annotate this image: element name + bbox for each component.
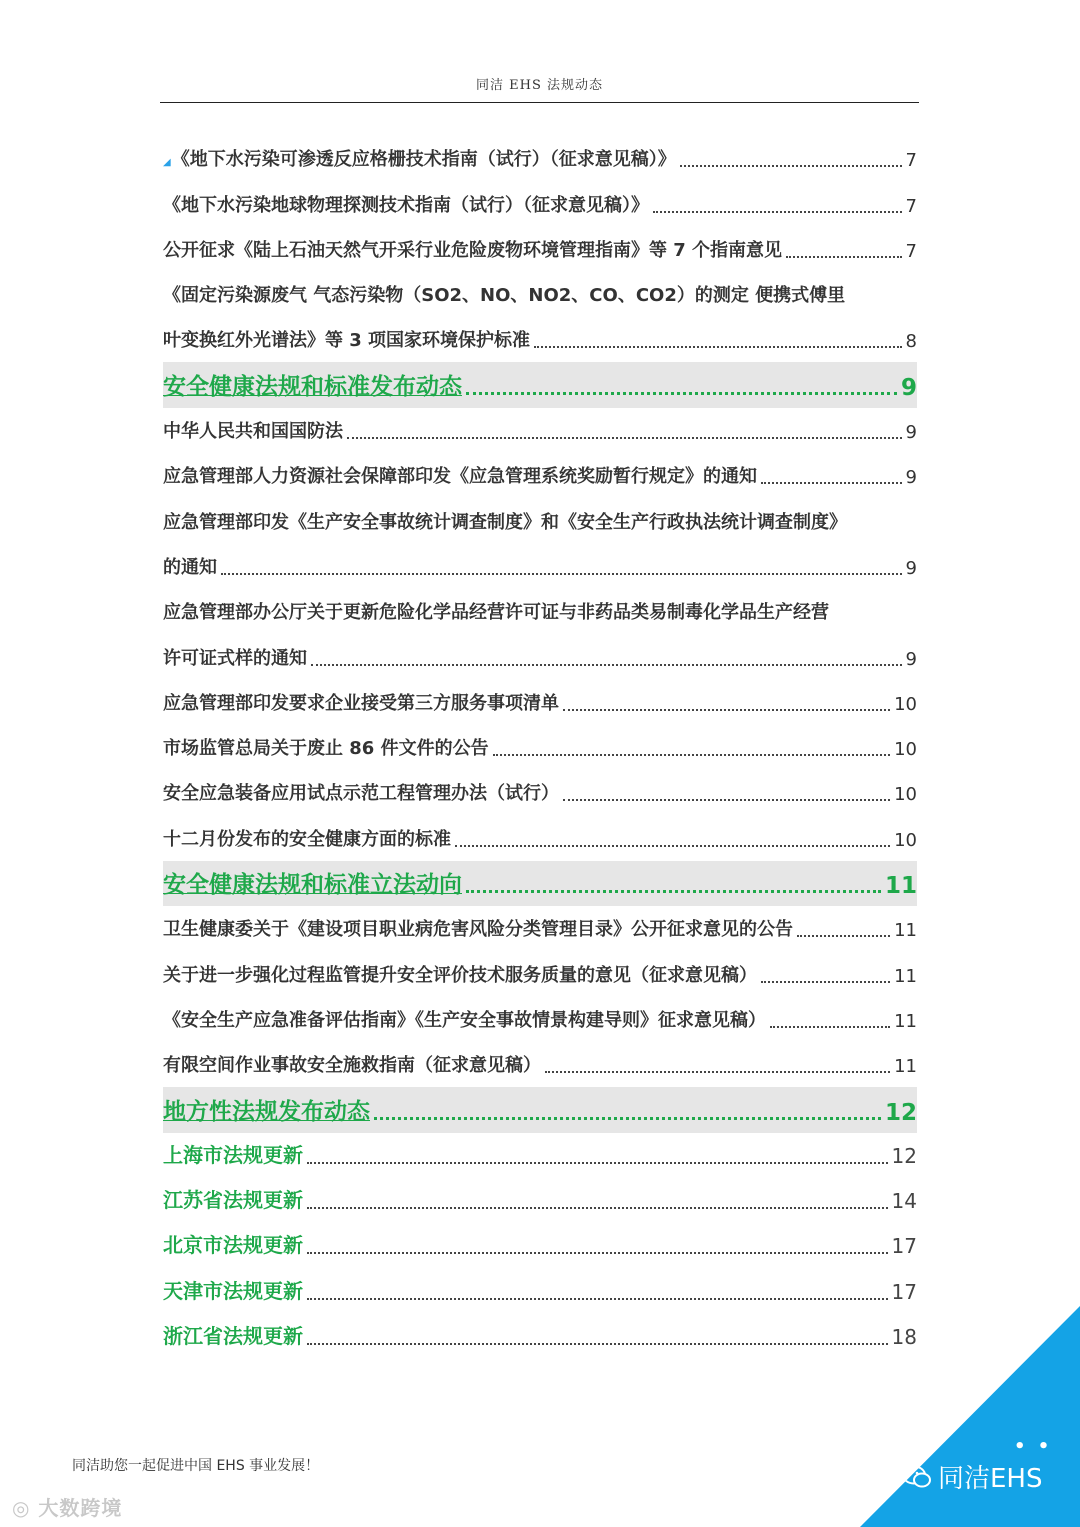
toc-entry[interactable]	[163, 272, 917, 317]
toc-entry[interactable]	[163, 634, 917, 679]
dot-leader	[761, 481, 902, 484]
toc-entry[interactable]	[163, 997, 917, 1042]
dot-leader	[563, 798, 890, 801]
toc-page-number: 12	[891, 1143, 917, 1168]
toc-entry[interactable]	[163, 227, 917, 272]
toc-page-number: 9	[905, 467, 917, 489]
dot-leader	[307, 1251, 888, 1254]
toc-page-number: 10	[894, 829, 917, 851]
toc-entry[interactable]	[163, 181, 917, 226]
weibo-icon: ◎	[12, 1496, 31, 1520]
dot-leader	[680, 164, 902, 167]
running-header	[160, 74, 919, 103]
toc-page-number: 8	[905, 331, 917, 353]
dot-leader	[534, 345, 901, 348]
toc-entry-title: ◢《地下水污染可渗透反应格栅技术指南（试行）（征求意见稿）》	[163, 149, 676, 171]
toc-entry[interactable]	[163, 951, 917, 996]
toc-entry-title: 许可证式样的通知	[163, 647, 307, 669]
toc-page-number: 9	[905, 557, 917, 579]
toc-entry-title: 十二月份发布的安全健康方面的标准	[163, 828, 451, 850]
toc-region-entry[interactable]	[163, 1268, 917, 1313]
toc-entry-title: 市场监管总局关于废止 86 件文件的公告	[163, 738, 489, 760]
toc-page-number: 17	[891, 1234, 917, 1259]
toc-entry-title: 江苏省法规更新	[163, 1188, 303, 1213]
toc-entry-title: 卫生健康委关于《建设项目职业病危害风险分类管理目录》公开征求意见的公告	[163, 919, 793, 941]
toc-entry-title: 地方性法规发布动态	[163, 1098, 370, 1125]
toc-entry[interactable]	[163, 770, 917, 815]
toc-entry[interactable]	[163, 906, 917, 951]
watermark-text: ◎ 大数跨境	[12, 1496, 123, 1520]
toc-page-number: 14	[891, 1189, 917, 1214]
toc-page-number: 9	[900, 374, 917, 401]
toc-entry-title: 应急管理部人力资源社会保障部印发《应急管理系统奖励暂行规定》的通知	[163, 466, 757, 488]
toc-entry[interactable]	[163, 589, 917, 634]
toc-entry-title: 的通知	[163, 556, 217, 578]
toc-page-number: 11	[894, 965, 917, 987]
toc-entry[interactable]	[163, 317, 917, 362]
toc-section-heading[interactable]	[163, 1087, 917, 1132]
dot-leader	[307, 1297, 888, 1300]
toc-entry-title: 中华人民共和国国防法	[163, 421, 343, 443]
dot-leader	[307, 1161, 888, 1164]
toc-entry[interactable]	[163, 544, 917, 589]
toc-entry-title: 上海市法规更新	[163, 1142, 303, 1167]
toc-entry[interactable]	[163, 815, 917, 860]
toc-entry[interactable]	[163, 408, 917, 453]
toc-entry-title: 安全应急装备应用试点示范工程管理办法（试行）	[163, 783, 559, 805]
toc-page-number: 12	[884, 1099, 917, 1126]
dot-leader	[786, 255, 901, 258]
table-of-contents	[163, 136, 917, 1359]
dot-leader	[770, 1025, 890, 1028]
toc-entry-title: 北京市法规更新	[163, 1233, 303, 1258]
toc-page-number: 10	[894, 739, 917, 761]
dot-leader	[466, 391, 897, 395]
header-title: 同洁 EHS 法规动态	[476, 78, 603, 93]
cursor-marker-icon: ◢	[163, 157, 171, 169]
dot-leader	[307, 1342, 888, 1345]
toc-page-number: 9	[905, 422, 917, 444]
brand-dots-mark: • •	[1014, 1436, 1053, 1457]
dot-leader	[374, 1116, 881, 1120]
toc-page-number: 7	[905, 150, 917, 172]
toc-entry-title: 公开征求《陆上石油天然气开采行业危险废物环境管理指南》等 7 个指南意见	[163, 239, 783, 261]
toc-section-heading[interactable]	[163, 362, 917, 407]
toc-entry-title: 浙江省法规更新	[163, 1324, 303, 1349]
toc-region-entry[interactable]	[163, 1133, 917, 1178]
toc-entry[interactable]	[163, 680, 917, 725]
toc-entry-title: 有限空间作业事故安全施救指南（征求意见稿）	[163, 1055, 541, 1077]
dot-leader	[455, 844, 890, 847]
dot-leader	[493, 753, 891, 756]
toc-entry[interactable]	[163, 453, 917, 498]
toc-entry-title: 应急管理部办公厅关于更新危险化学品经营许可证与非药品类易制毒化学品生产经营	[163, 602, 829, 624]
toc-page-number: 11	[894, 1010, 917, 1032]
toc-entry-title: 《地下水污染地球物理探测技术指南（试行）（征求意见稿）》	[163, 194, 649, 216]
toc-entry-title: 应急管理部印发要求企业接受第三方服务事项清单	[163, 692, 559, 714]
toc-entry-title: 安全健康法规和标准发布动态	[163, 373, 462, 400]
dot-leader	[563, 708, 890, 711]
dot-leader	[466, 889, 881, 893]
dot-leader	[761, 980, 890, 983]
toc-page-number: 10	[894, 784, 917, 806]
toc-entry-title: 关于进一步强化过程监管提升安全评价技术服务质量的意见（征求意见稿）	[163, 964, 757, 986]
toc-entry[interactable]	[163, 1042, 917, 1087]
toc-entry-title: 叶变换红外光谱法》等 3 项国家环境保护标准	[163, 330, 531, 352]
toc-section-heading[interactable]	[163, 861, 917, 906]
toc-page-number: 17	[891, 1279, 917, 1304]
dot-leader	[307, 1206, 888, 1209]
wechat-icon	[902, 1465, 932, 1489]
toc-region-entry[interactable]	[163, 1178, 917, 1223]
toc-page-number: 11	[894, 920, 917, 942]
toc-page-number: 18	[891, 1325, 917, 1350]
toc-page-number: 11	[884, 873, 917, 900]
dot-leader	[545, 1070, 890, 1073]
brand-name: 同洁EHS	[938, 1464, 1043, 1494]
dot-leader	[797, 934, 890, 937]
dot-leader	[221, 572, 902, 575]
toc-page-number: 9	[905, 648, 917, 670]
toc-entry[interactable]	[163, 725, 917, 770]
brand-logo	[902, 1458, 1042, 1495]
toc-page-number: 7	[905, 240, 917, 262]
dot-leader	[653, 210, 902, 213]
toc-entry-title: 应急管理部印发《生产安全事故统计调查制度》和《安全生产行政执法统计调查制度》	[163, 511, 847, 533]
toc-page-number: 7	[905, 195, 917, 217]
toc-entry-title: 《固定污染源废气 气态污染物（SO2、NO、NO2、CO、CO2）的测定 便携式傅里	[163, 285, 846, 307]
toc-page-number: 11	[894, 1056, 917, 1078]
toc-entry-title: 《安全生产应急准备评估指南》《生产安全事故情景构建导则》征求意见稿）	[163, 1009, 766, 1031]
toc-entry[interactable]	[163, 498, 917, 543]
toc-region-entry[interactable]	[163, 1314, 917, 1359]
toc-page-number: 10	[894, 693, 917, 715]
toc-region-entry[interactable]	[163, 1223, 917, 1268]
toc-entry[interactable]	[163, 136, 917, 181]
toc-entry-title: 天津市法规更新	[163, 1278, 303, 1303]
dot-leader	[347, 436, 902, 439]
dot-leader	[311, 663, 902, 666]
toc-entry-title: 安全健康法规和标准立法动向	[163, 872, 462, 899]
footer-slogan: 同洁助您一起促进中国 EHS 事业发展！	[72, 1458, 320, 1474]
